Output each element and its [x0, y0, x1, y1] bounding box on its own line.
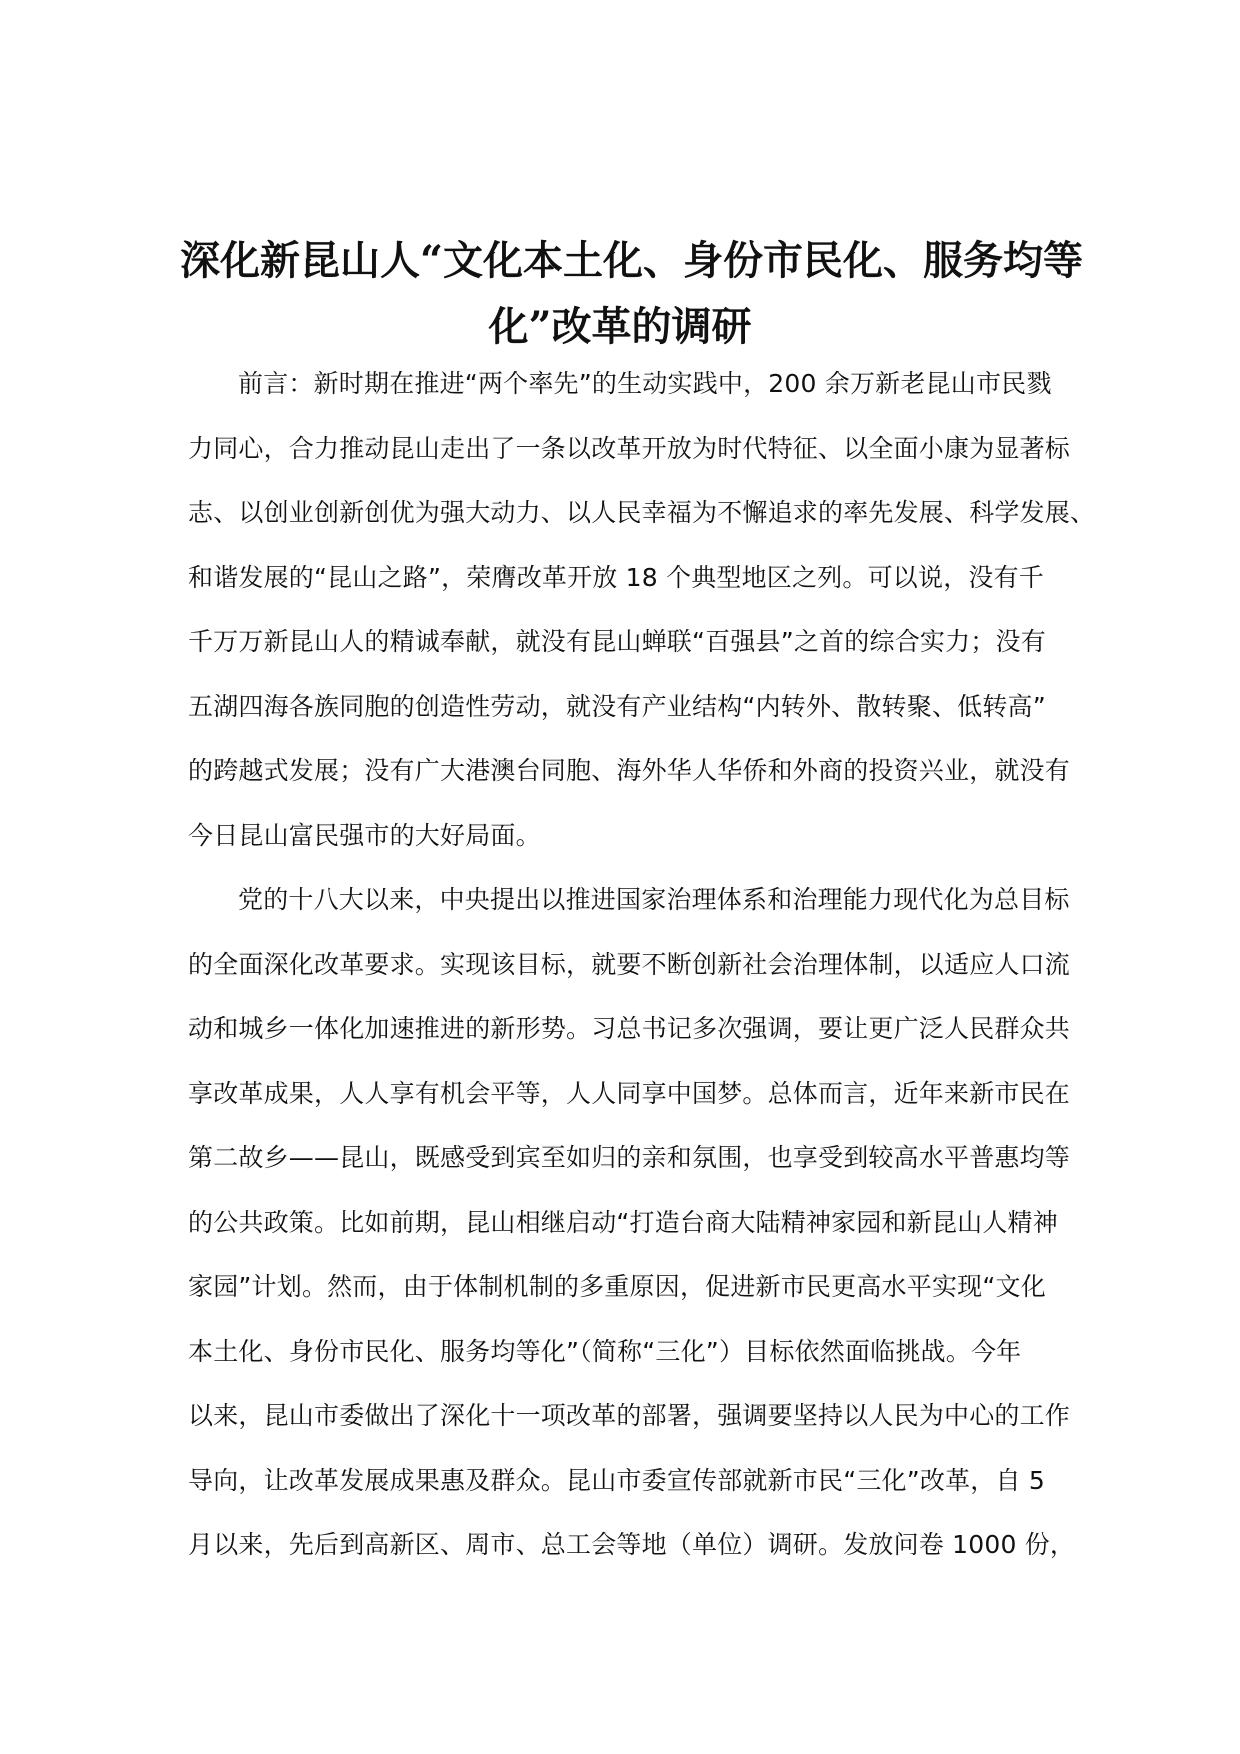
title-line-2: 化”改革的调研 — [488, 303, 752, 350]
text-line: 以来，昆山市委做出了深化十一项改革的部署，强调要坚持以人民为中心的工作 — [188, 1401, 1071, 1430]
text-line: 和谐发展的“昆山之路”，荣膺改革开放 18 个典型地区之列。可以说，没有千 — [188, 562, 1045, 592]
text-line: 志、以创业创新创优为强大动力、以人民幸福为不懈追求的率先发展、科学发展、 — [188, 498, 1096, 527]
paragraph-background — [188, 868, 1076, 1578]
text-line: 第二故乡——昆山，既感受到宾至如归的亲和氛围，也享受到较高水平普惠均等 — [188, 1143, 1071, 1172]
text-line: 五湖四海各族同胞的创造性劳动，就没有产业结构“内转外、散转聚、低转高” — [188, 691, 1046, 721]
document-title — [180, 228, 1084, 360]
text-line: 的公共政策。比如前期，昆山相继启动“打造台商大陆精神家园和新昆山人精神 — [188, 1207, 1058, 1237]
text-line: 导向，让改革发展成果惠及群众。昆山市委宣传部就新市民“三化”改革，自 5 — [188, 1465, 1045, 1495]
text-line: 本土化、身份市民化、服务均等化”（简称“三化”）目标依然面临挑战。今年 — [188, 1336, 1022, 1366]
text-line: 动和城乡一体化加速推进的新形势。习总书记多次强调，要让更广泛人民群众共 — [188, 1014, 1071, 1043]
paragraph-preface — [188, 352, 1096, 868]
text-line: 力同心，合力推动昆山走出了一条以改革开放为时代特征、以全面小康为显著标 — [188, 433, 1071, 463]
title-line-1: 深化新昆山人“文化本土化、身份市民化、服务均等 — [180, 237, 1084, 284]
text-line: 今日昆山富民强市的大好局面。 — [188, 820, 541, 850]
text-line: 党的十八大以来，中央提出以推进国家治理体系和治理能力现代化为总目标 — [238, 885, 1070, 914]
text-line: 的跨越式发展；没有广大港澳台同胞、海外华人华侨和外商的投资兴业，就没有 — [188, 756, 1071, 785]
text-line: 月以来，先后到高新区、周市、总工会等地（单位）调研。发放问卷 1000 份， — [188, 1530, 1076, 1559]
text-line: 享改革成果，人人享有机会平等，人人同享中国梦。总体而言，近年来新市民在 — [188, 1078, 1071, 1108]
text-line: 家园”计划。然而，由于体制机制的多重原因，促进新市民更高水平实现“文化 — [188, 1272, 1046, 1301]
text-line: 千万万新昆山人的精诚奉献，就没有昆山蝉联“百强县”之首的综合实力；没有 — [188, 627, 1046, 656]
text-line: 前言：新时期在推进“两个率先”的生动实践中，200 余万新老昆山市民戮 — [238, 369, 1052, 398]
text-line: 的全面深化改革要求。实现该目标，就要不断创新社会治理体制，以适应人口流 — [188, 949, 1071, 979]
document-body — [188, 352, 1096, 1578]
